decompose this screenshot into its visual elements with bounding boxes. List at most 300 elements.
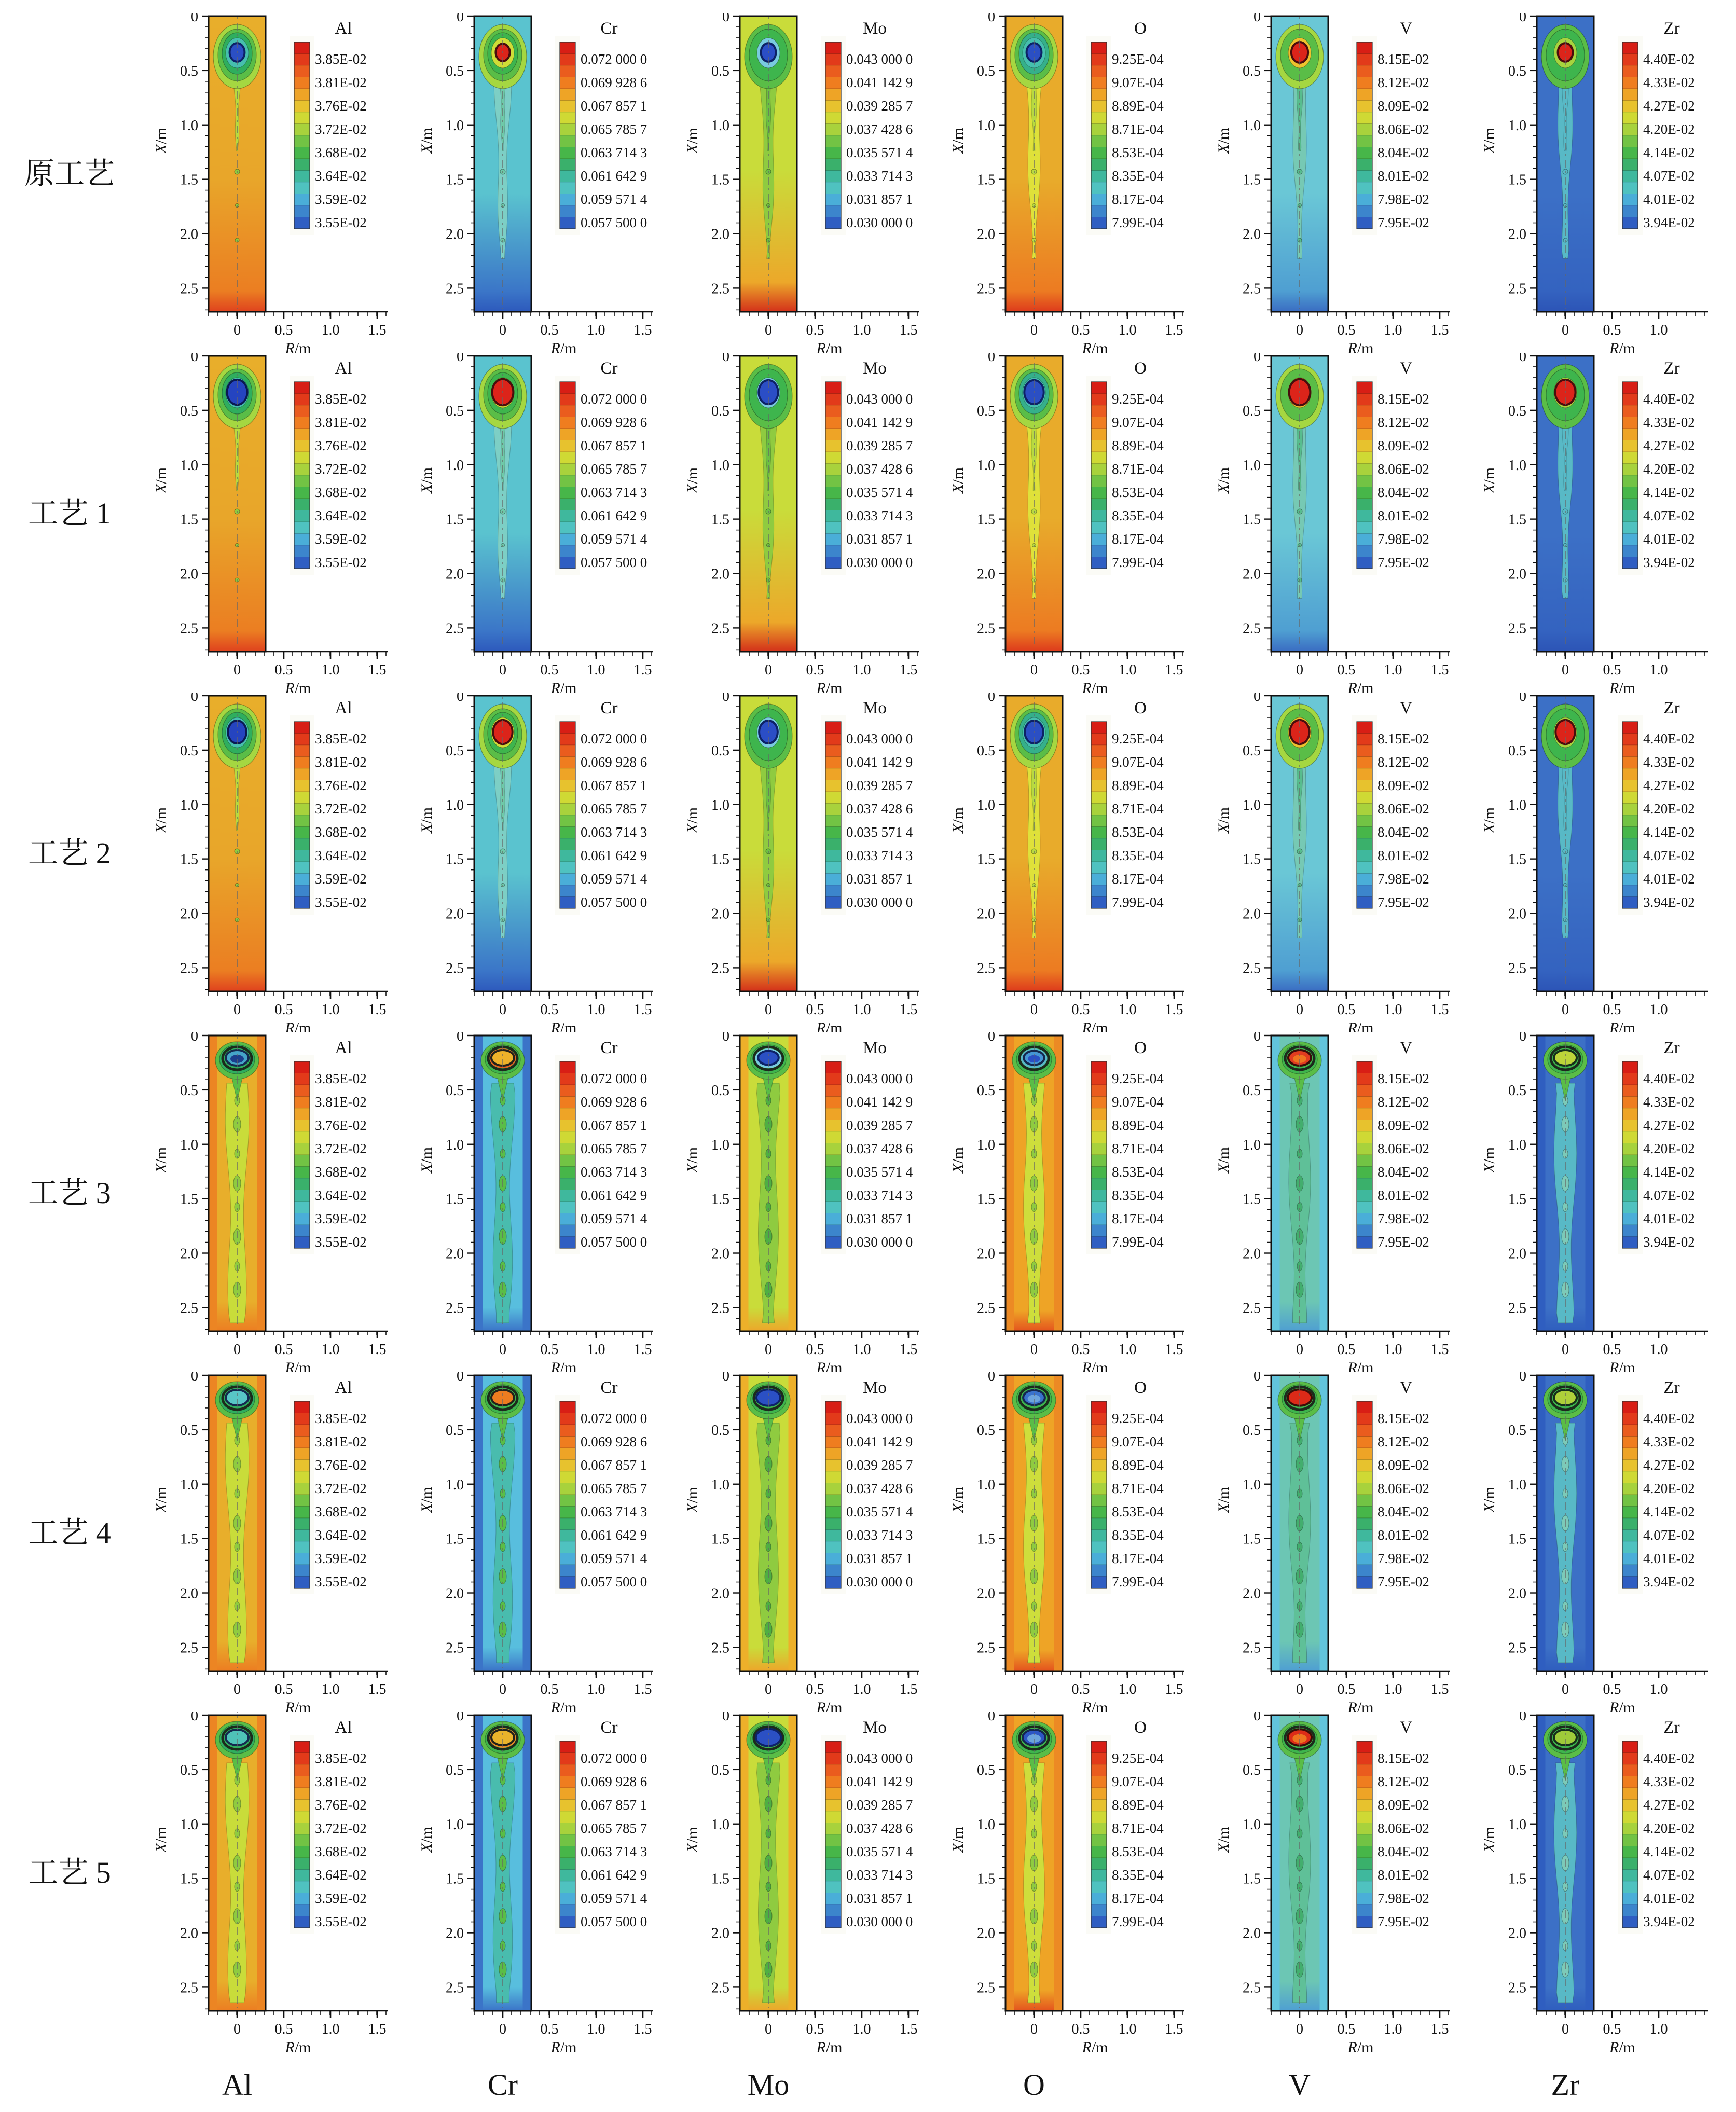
legend-value: 8.17E-04 [1112, 1890, 1164, 1906]
x-tick-label: 1.5 [1430, 1002, 1449, 1018]
legend-value: 0.059 571 4 [581, 1890, 647, 1906]
legend-value: 0.035 571 4 [846, 485, 913, 500]
legend-color-segment [560, 1518, 575, 1530]
legend-color-segment [1091, 124, 1107, 136]
y-tick-label: 1.5 [711, 1191, 729, 1208]
y-tick-label: 1.5 [711, 851, 729, 868]
x-tick-label: 0.5 [540, 322, 559, 338]
contour-cell-原工艺-Cr [406, 13, 671, 353]
x-tick-label: 0.5 [806, 1342, 824, 1358]
plot-edge-band [475, 1376, 483, 1671]
y-tick-label: 2.5 [1508, 281, 1526, 297]
legend-color-segment [1091, 1870, 1107, 1882]
plot-edge-band [257, 1376, 265, 1671]
legend-color-segment [825, 1764, 841, 1776]
legend-color-segment [1357, 1448, 1372, 1460]
legend-color-segment [1622, 1788, 1638, 1800]
legend-color-segment [1622, 1085, 1638, 1097]
legend-color-segment [560, 54, 575, 66]
legend-color-segment [294, 734, 310, 746]
legend-color-segment [1357, 850, 1372, 862]
legend-title: V [1400, 359, 1412, 378]
y-tick-label: 0 [722, 1032, 729, 1044]
legend-value: 3.55E-02 [315, 894, 367, 910]
legend-color-segment [560, 89, 575, 101]
legend-color-segment [1622, 1167, 1638, 1179]
legend-value: 3.59E-02 [315, 191, 367, 207]
legend-value: 9.07E-04 [1112, 1774, 1164, 1789]
x-tick-label: 1.5 [633, 1342, 652, 1358]
y-tick-label: 2.0 [977, 226, 995, 243]
legend-value: 3.76E-02 [315, 1117, 367, 1133]
legend-color-segment [560, 1530, 575, 1542]
legend-color-segment [1091, 487, 1107, 499]
legend-color-segment [1091, 54, 1107, 66]
legend-value: 8.06E-02 [1377, 1820, 1429, 1836]
legend-value: 4.20E-02 [1643, 121, 1695, 137]
legend-color-segment [1622, 1753, 1638, 1765]
y-tick-label: 0 [988, 13, 995, 25]
legend-value: 3.55E-02 [315, 1234, 367, 1250]
legend-color-segment [294, 1577, 310, 1589]
x-axis-label: R/m [285, 1019, 311, 1032]
x-tick-label: 0.5 [1603, 1342, 1621, 1358]
legend-color-segment [1357, 405, 1372, 417]
y-tick-label: 1.5 [977, 1871, 995, 1887]
y-tick-label: 1.5 [977, 1531, 995, 1548]
legend-color-segment [294, 1120, 310, 1132]
y-tick-label: 0.5 [180, 1082, 198, 1099]
x-tick-label: 0.5 [540, 2021, 559, 2037]
legend-value: 8.15E-02 [1377, 1411, 1429, 1426]
y-tick-label: 2.5 [1243, 1640, 1261, 1657]
legend-color-segment [560, 804, 575, 816]
legend-color-segment [294, 1858, 310, 1870]
y-axis-label: X/m [684, 807, 701, 833]
legend-color-segment [294, 1541, 310, 1553]
legend-color-segment [560, 757, 575, 769]
legend-color-segment [1091, 1108, 1107, 1120]
legend-color-segment [825, 54, 841, 66]
y-axis-label: X/m [1215, 1147, 1232, 1173]
y-tick-label: 0 [191, 13, 198, 25]
y-tick-label: 1.0 [977, 797, 995, 813]
legend-color-segment [825, 77, 841, 89]
legend-color-segment [1357, 1495, 1372, 1507]
legend-color-segment [560, 745, 575, 757]
legend-color-segment [294, 464, 310, 476]
x-axis-label: R/m [1082, 2039, 1108, 2052]
legend-title: Mo [863, 359, 887, 378]
legend-color-segment [1357, 1425, 1372, 1437]
x-tick-label: 0 [233, 1002, 241, 1018]
legend-value: 8.89E-04 [1112, 1457, 1164, 1473]
legend-value: 8.71E-04 [1112, 121, 1164, 137]
legend-value: 7.95E-02 [1377, 215, 1429, 230]
x-tick-label: 0 [765, 322, 772, 338]
y-tick-label: 0 [722, 353, 729, 365]
legend-color-segment [1091, 1741, 1107, 1753]
legend-color-segment [560, 1577, 575, 1589]
legend-color-segment [825, 440, 841, 452]
y-axis-label: X/m [418, 1487, 435, 1513]
legend-color-segment [1357, 757, 1372, 769]
y-tick-label: 2.0 [1243, 566, 1261, 583]
legend-value: 4.27E-02 [1643, 98, 1695, 114]
legend-color-segment [294, 745, 310, 757]
legend-color-segment [825, 171, 841, 183]
y-tick-label: 0.5 [1243, 1422, 1261, 1439]
y-axis-label: X/m [684, 128, 701, 154]
legend-color-segment [825, 1073, 841, 1085]
legend-value: 7.98E-02 [1377, 1890, 1429, 1906]
legend-value: 0.037 428 6 [846, 801, 913, 817]
x-axis-label: R/m [1347, 1359, 1374, 1372]
legend-color-segment [1622, 522, 1638, 534]
x-tick-label: 0.5 [1071, 1002, 1090, 1018]
legend-color-segment [825, 217, 841, 229]
legend-value: 0.061 642 9 [581, 848, 647, 863]
legend-color-segment [1622, 77, 1638, 89]
legend-color-segment [1357, 780, 1372, 792]
y-tick-label: 0.5 [1508, 63, 1526, 79]
column-element-label-Al: Al [222, 2068, 252, 2102]
legend-value: 3.76E-02 [315, 1457, 367, 1473]
legend-color-segment [294, 171, 310, 183]
legend-color-segment [1357, 1788, 1372, 1800]
legend-value: 4.40E-02 [1643, 1071, 1695, 1086]
x-tick-label: 1.0 [852, 322, 871, 338]
legend-color-segment [1622, 42, 1638, 54]
y-axis-label: X/m [153, 1487, 170, 1513]
legend-value: 0.069 928 6 [581, 1094, 647, 1110]
legend-color-segment [1622, 217, 1638, 229]
y-tick-label: 2.5 [1508, 620, 1526, 637]
legend-color-segment [825, 827, 841, 839]
x-tick-label: 0 [1296, 662, 1303, 678]
legend-title: Cr [600, 1378, 618, 1397]
y-tick-label: 0 [457, 1712, 464, 1724]
y-axis-label: X/m [1215, 467, 1232, 493]
legend-color-segment [1091, 874, 1107, 886]
legend-color-segment [1357, 475, 1372, 487]
x-tick-label: 1.0 [1118, 1342, 1137, 1358]
x-tick-label: 1.0 [852, 1342, 871, 1358]
legend-color-segment [560, 1764, 575, 1776]
x-axis-label: R/m [1082, 1699, 1108, 1712]
row-label-process-4: 工艺 4 [28, 1516, 111, 1550]
legend-color-segment [825, 1190, 841, 1202]
x-tick-label: 0.5 [1337, 1681, 1356, 1697]
legend-color-segment [1622, 1061, 1638, 1073]
legend-color-segment [1091, 475, 1107, 487]
y-tick-label: 1.0 [1243, 457, 1261, 474]
legend-color-segment [1091, 194, 1107, 206]
legend-value: 0.037 428 6 [846, 1141, 913, 1156]
contour-plot-svg [937, 1032, 1203, 1372]
legend-color-segment [1091, 1530, 1107, 1542]
legend-value: 3.76E-02 [315, 778, 367, 793]
legend-color-segment [1091, 217, 1107, 229]
legend-value: 7.98E-02 [1377, 871, 1429, 887]
contour-plot-svg [1468, 1712, 1734, 2052]
legend-value: 8.06E-02 [1377, 1481, 1429, 1496]
legend-color-segment [1357, 897, 1372, 909]
legend-color-segment [825, 1085, 841, 1097]
y-tick-label: 2.0 [1243, 226, 1261, 243]
y-tick-label: 0.5 [1508, 403, 1526, 419]
legend-color-segment [294, 1893, 310, 1905]
y-tick-label: 0.5 [711, 63, 729, 79]
legend-color-segment [1622, 1213, 1638, 1225]
legend-value: 4.14E-02 [1643, 1504, 1695, 1520]
legend-value: 9.25E-04 [1112, 731, 1164, 747]
legend-color-segment [825, 1541, 841, 1553]
legend-color-segment [1357, 194, 1372, 206]
x-tick-label: 1.0 [587, 662, 605, 678]
legend-value: 8.53E-04 [1112, 824, 1164, 840]
y-tick-label: 1.5 [446, 1191, 464, 1208]
x-tick-label: 1.5 [1165, 1342, 1183, 1358]
legend-value: 4.27E-02 [1643, 438, 1695, 453]
legend-value: 3.68E-02 [315, 1164, 367, 1180]
legend-value: 3.55E-02 [315, 1914, 367, 1929]
legend-color-segment [1091, 1401, 1107, 1413]
legend-color-segment [1357, 510, 1372, 522]
x-tick-label: 1.0 [321, 1002, 340, 1018]
x-tick-label: 1.0 [1384, 1002, 1402, 1018]
legend-color-segment [560, 475, 575, 487]
legend-value: 4.01E-02 [1643, 191, 1695, 207]
legend-color-segment [1091, 792, 1107, 804]
legend-color-segment [1091, 885, 1107, 897]
y-tick-label: 2.5 [180, 1640, 198, 1657]
x-tick-label: 0.5 [806, 1002, 824, 1018]
y-tick-label: 0.5 [180, 1422, 198, 1439]
legend-color-segment [294, 534, 310, 546]
x-tick-label: 0 [499, 322, 506, 338]
legend-color-segment [294, 827, 310, 839]
legend-color-segment [825, 89, 841, 101]
y-axis-label: X/m [949, 807, 967, 833]
y-tick-label: 0.5 [446, 1422, 464, 1439]
y-tick-label: 1.5 [1243, 851, 1261, 868]
legend-color-segment [1622, 1120, 1638, 1132]
legend-color-segment [825, 382, 841, 394]
legend-color-segment [1091, 1507, 1107, 1519]
legend-color-segment [1091, 405, 1107, 417]
contour-cell-工艺 1-O [937, 353, 1203, 693]
plot-edge-band [741, 1716, 749, 2010]
legend-value: 0.039 285 7 [846, 778, 913, 793]
legend-value: 8.17E-04 [1112, 1551, 1164, 1566]
x-tick-label: 1.5 [899, 1681, 918, 1697]
legend-value: 3.85E-02 [315, 1750, 367, 1766]
legend-color-segment [1357, 1893, 1372, 1905]
legend-color-segment [1091, 1577, 1107, 1589]
y-tick-label: 2.5 [1508, 960, 1526, 977]
legend-value: 0.063 714 3 [581, 1844, 647, 1859]
legend-color-segment [294, 1776, 310, 1788]
legend-color-segment [1622, 1073, 1638, 1085]
x-tick-label: 0 [233, 1681, 241, 1697]
legend-color-segment [1622, 499, 1638, 510]
legend-color-segment [1091, 1061, 1107, 1073]
legend-color-segment [1091, 1565, 1107, 1577]
legend-color-segment [294, 815, 310, 827]
plot-edge-band [1054, 1037, 1062, 1331]
x-axis-label: R/m [1347, 2039, 1374, 2052]
legend-color-segment [1622, 1471, 1638, 1483]
x-tick-label: 0 [1562, 1681, 1569, 1697]
x-tick-label: 0 [765, 2021, 772, 2037]
y-axis-label: X/m [949, 128, 967, 154]
legend-value: 0.067 857 1 [581, 98, 647, 114]
legend-value: 8.09E-02 [1377, 1457, 1429, 1473]
legend-value: 3.85E-02 [315, 1071, 367, 1086]
y-tick-label: 0 [722, 1712, 729, 1724]
legend-color-segment [1091, 1800, 1107, 1812]
y-tick-label: 0.5 [446, 1082, 464, 1099]
legend-value: 4.20E-02 [1643, 801, 1695, 817]
y-tick-label: 2.0 [1508, 1246, 1526, 1262]
x-axis-label: R/m [1347, 340, 1374, 353]
x-tick-label: 1.0 [587, 1681, 605, 1697]
y-tick-label: 1.0 [711, 117, 729, 134]
x-tick-label: 0 [233, 1342, 241, 1358]
legend-color-segment [825, 780, 841, 792]
contour-plot-svg [406, 1372, 671, 1712]
legend-color-segment [1622, 804, 1638, 816]
y-tick-label: 0 [1519, 13, 1526, 25]
legend-color-segment [294, 487, 310, 499]
legend-value: 8.12E-02 [1377, 415, 1429, 430]
legend-color-segment [560, 205, 575, 217]
x-tick-label: 1.0 [1118, 322, 1137, 338]
legend-value: 9.07E-04 [1112, 1434, 1164, 1450]
legend-color-segment [294, 1131, 310, 1143]
x-tick-label: 1.0 [1384, 1342, 1402, 1358]
legend-value: 8.04E-02 [1377, 145, 1429, 160]
legend-value: 4.20E-02 [1643, 461, 1695, 477]
legend-value: 7.95E-02 [1377, 555, 1429, 570]
legend-color-segment [1091, 65, 1107, 77]
legend-value: 8.89E-04 [1112, 98, 1164, 114]
x-tick-label: 1.5 [1430, 662, 1449, 678]
y-tick-label: 1.0 [977, 1137, 995, 1153]
legend-color-segment [1622, 417, 1638, 429]
legend-color-segment [825, 522, 841, 534]
legend-value: 0.033 714 3 [846, 848, 913, 863]
legend-color-segment [1357, 1401, 1372, 1413]
y-tick-label: 2.0 [711, 566, 729, 583]
legend-color-segment [1357, 1870, 1372, 1882]
legend-value: 4.14E-02 [1643, 1164, 1695, 1180]
plot-edge-band [210, 1716, 217, 2010]
x-tick-label: 0 [1562, 322, 1569, 338]
legend-color-segment [560, 1893, 575, 1905]
legend-color-segment [294, 1413, 310, 1425]
y-tick-label: 1.5 [1508, 512, 1526, 528]
legend-value: 0.037 428 6 [846, 1481, 913, 1496]
contour-cell-工艺 3-O [937, 1032, 1203, 1372]
legend-color-segment [1622, 182, 1638, 194]
y-tick-label: 2.5 [977, 1980, 995, 1996]
legend-color-segment [825, 475, 841, 487]
legend-color-segment [1091, 1425, 1107, 1437]
y-axis-label: X/m [1215, 128, 1232, 154]
legend-title: Zr [1663, 19, 1680, 38]
legend-color-segment [1622, 1565, 1638, 1577]
legend-color-segment [1622, 885, 1638, 897]
plot-edge-band [475, 1037, 483, 1331]
contour-plot-svg [1468, 693, 1734, 1032]
legend-color-segment [1622, 171, 1638, 183]
legend-color-segment [1622, 1800, 1638, 1812]
legend-value: 3.76E-02 [315, 438, 367, 453]
legend-color-segment [1357, 1530, 1372, 1542]
y-tick-label: 0.5 [180, 403, 198, 419]
legend-color-segment [825, 874, 841, 886]
legend-color-segment [294, 522, 310, 534]
legend-color-segment [294, 1495, 310, 1507]
x-tick-label: 0 [1562, 1342, 1569, 1358]
legend-value: 0.030 000 0 [846, 1574, 913, 1590]
y-tick-label: 0 [722, 13, 729, 25]
legend-color-segment [825, 159, 841, 171]
x-tick-label: 1.0 [587, 322, 605, 338]
legend-color-segment [560, 1800, 575, 1812]
legend-color-segment [560, 815, 575, 827]
legend-color-segment [294, 124, 310, 136]
legend-value: 0.063 714 3 [581, 1164, 647, 1180]
legend-color-segment [825, 1061, 841, 1073]
plot-edge-band [1054, 1376, 1062, 1671]
x-tick-label: 0 [499, 2021, 506, 2037]
y-axis-label: X/m [1481, 1827, 1498, 1853]
y-tick-label: 0.5 [1508, 1422, 1526, 1439]
legend-color-segment [825, 1495, 841, 1507]
y-axis-label: X/m [684, 1487, 701, 1513]
plot-edge-band [789, 1037, 796, 1331]
legend-value: 8.17E-04 [1112, 871, 1164, 887]
legend-color-segment [825, 182, 841, 194]
legend-color-segment [294, 1834, 310, 1846]
y-tick-label: 2.5 [711, 1980, 729, 1996]
legend-value: 8.17E-04 [1112, 191, 1164, 207]
legend-color-segment [1091, 1471, 1107, 1483]
legend-value: 3.94E-02 [1643, 215, 1695, 230]
legend-color-segment [825, 557, 841, 569]
y-tick-label: 1.0 [180, 1476, 198, 1493]
legend-title: V [1400, 699, 1412, 717]
legend-color-segment [825, 1483, 841, 1495]
plot-edge-band [1272, 1037, 1280, 1331]
plot-edge-band [1320, 1376, 1328, 1671]
legend-color-segment [294, 1167, 310, 1179]
legend-color-segment [1622, 1401, 1638, 1413]
x-axis-label: R/m [816, 2039, 843, 2052]
legend-color-segment [1357, 534, 1372, 546]
legend-value: 3.94E-02 [1643, 1574, 1695, 1590]
y-tick-label: 0.5 [446, 403, 464, 419]
legend-color-segment [294, 1190, 310, 1202]
y-tick-label: 0 [722, 693, 729, 705]
y-tick-label: 1.5 [977, 172, 995, 188]
legend-color-segment [825, 1401, 841, 1413]
x-tick-label: 1.5 [899, 662, 918, 678]
legend-value: 4.14E-02 [1643, 824, 1695, 840]
